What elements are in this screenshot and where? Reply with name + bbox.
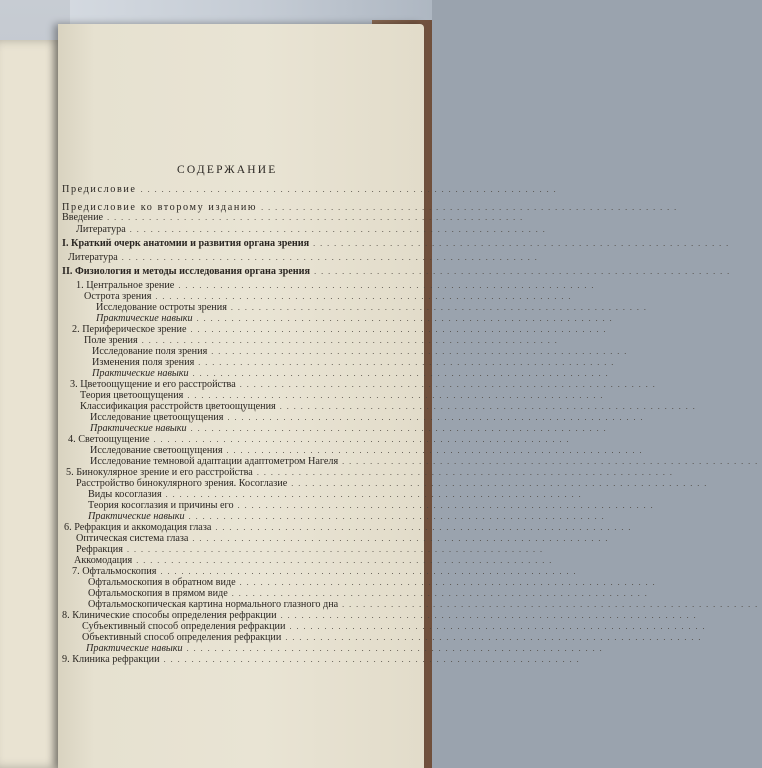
leader-dots: ............................................................ (237, 501, 658, 510)
leader-dots: ............................................................ (313, 239, 734, 248)
leader-dots: ............................................................ (342, 457, 762, 466)
toc-entry-text: 2. Периферическое зрение (72, 324, 187, 335)
toc-entry-text: Практические навыки (92, 368, 189, 379)
leader-dots: ............................................................ (190, 325, 611, 334)
toc-entry-text: Исследование остроты зрения (96, 302, 227, 313)
leader-dots: ............................................................ (107, 213, 528, 222)
toc-entry-text: 8. Клинические способы определения рефракции (62, 610, 277, 621)
toc-title: СОДЕРЖАНИЕ (177, 164, 278, 176)
toc-entry-text: Расстройство бинокулярного зрения. Косоглазие (76, 478, 288, 489)
toc-entry-text: Введение (62, 212, 104, 223)
toc-entry-text: Классификация расстройств цветоощущения (80, 401, 276, 412)
toc-entry (62, 654, 584, 666)
toc-entry-text: Практические навыки (86, 643, 183, 654)
toc-entry-text: 4. Светоощущение (68, 434, 150, 445)
toc-entry-text: Практические навыки (90, 423, 187, 434)
leader-dots: ............................................................ (239, 578, 660, 587)
leader-dots: ............................................................ (190, 424, 611, 433)
toc-entry-text: II. Физиология и методы исследования органа зрения (62, 266, 311, 277)
leader-dots: ............................................................ (279, 402, 700, 411)
toc-entry-text: Оптическая система глаза (76, 533, 189, 544)
leader-dots: ............................................................ (192, 534, 613, 543)
leader-dots: ............................................................ (163, 655, 584, 664)
leader-dots: ............................................................ (196, 314, 617, 323)
leader-dots: ............................................................ (186, 644, 607, 653)
toc-entry (68, 252, 542, 264)
leader-dots: ............................................................ (198, 358, 619, 367)
leader-dots: ............................................................ (136, 556, 557, 565)
leader-dots: ............................................................ (155, 292, 576, 301)
toc-entry-text: Исследование светоощущения (90, 445, 223, 456)
leader-dots: ............................................................ (153, 435, 574, 444)
leader-dots: ............................................................ (129, 225, 550, 234)
toc-entry-text: Исследование поля зрения (92, 346, 208, 357)
toc-entry-text: Субъективный способ определения рефракции (82, 621, 286, 632)
toc-entry-text: 5. Бинокулярное зрение и его расстройства (66, 467, 253, 478)
leader-dots: ............................................................ (285, 633, 706, 642)
toc-entry-text: Практические навыки (96, 313, 193, 324)
leader-dots: ............................................................ (227, 413, 648, 422)
leader-dots: ............................................................ (239, 380, 660, 389)
left-page-edge (0, 40, 62, 768)
toc-entry-text: Предисловие ко второму изданию (62, 202, 258, 213)
leader-dots: ............................................................ (226, 446, 647, 455)
toc-entry-text: 7. Офтальмоскопия (72, 566, 157, 577)
toc-entry-text: Изменения поля зрения (92, 357, 195, 368)
toc-entry (62, 184, 561, 196)
toc-entry-text: Аккомодация (74, 555, 133, 566)
leader-dots: ............................................................ (211, 347, 632, 356)
toc-entry-text: Теория косоглазия и причины его (88, 500, 234, 511)
leader-dots: ............................................................ (188, 512, 609, 521)
toc-entry-text: 6. Рефракция и аккомодация глаза (64, 522, 212, 533)
toc-entry-text: Рефракция (76, 544, 123, 555)
leader-dots: ............................................................ (140, 185, 561, 194)
leader-dots: ............................................................ (141, 336, 562, 345)
toc-entry-text: 3. Цветоощущение и его расстройства (70, 379, 236, 390)
leader-dots: ............................................................ (256, 468, 677, 477)
toc-entry-text: Литература (76, 224, 126, 235)
toc-entry-text: 9. Клиника рефракции (62, 654, 160, 665)
toc-entry-text: Острота зрения (84, 291, 152, 302)
toc-entry-text: Практические навыки (88, 511, 185, 522)
toc-entry-text: Литература (68, 252, 118, 263)
toc-entry-text: Поле зрения (84, 335, 138, 346)
toc-entry-text: Офтальмоскопическая картина нормального глазного дна (88, 599, 339, 610)
leader-dots: ............................................................ (215, 523, 636, 532)
toc-entry-text: Объективный способ определения рефракции (82, 632, 282, 643)
toc-entry-text: 1. Центральное зрение (76, 280, 175, 291)
toc-entry-text: I. Краткий очерк анатомии и развития органа зрения (62, 238, 310, 249)
toc-entry (62, 266, 735, 278)
leader-dots: ............................................................ (160, 567, 581, 576)
leader-dots: ............................................................ (121, 253, 542, 262)
leader-dots: ............................................................ (165, 490, 586, 499)
toc-entry (76, 224, 550, 236)
toc-entry-text: Исследование темновой адаптации адаптометром Нагеля (90, 456, 339, 467)
toc-entry-text: Офтальмоскопия в прямом виде (88, 588, 228, 599)
leader-dots: ............................................................ (342, 600, 762, 609)
toc-entry (62, 238, 734, 250)
toc-entry-text: Виды косоглазия (88, 489, 162, 500)
leader-dots: ............................................................ (230, 303, 651, 312)
leader-dots: ............................................................ (187, 391, 608, 400)
leader-dots: ............................................................ (314, 267, 735, 276)
leader-dots: ............................................................ (289, 622, 710, 631)
leader-dots: ............................................................ (192, 369, 613, 378)
toc-entry (62, 212, 528, 224)
toc-entry-text: Офтальмоскопия в обратном виде (88, 577, 236, 588)
leader-dots: ............................................................ (280, 611, 701, 620)
leader-dots: ............................................................ (291, 479, 712, 488)
leader-dots: ............................................................ (231, 589, 652, 598)
toc-entry-text: Теория цветоощущения (80, 390, 184, 401)
leader-dots: ............................................................ (261, 203, 682, 212)
leader-dots: ............................................................ (178, 281, 599, 290)
toc-entry-text: Предисловие (62, 184, 137, 195)
leader-dots: ............................................................ (126, 545, 547, 554)
toc-entry-text: Исследование цветоощущения (90, 412, 224, 423)
